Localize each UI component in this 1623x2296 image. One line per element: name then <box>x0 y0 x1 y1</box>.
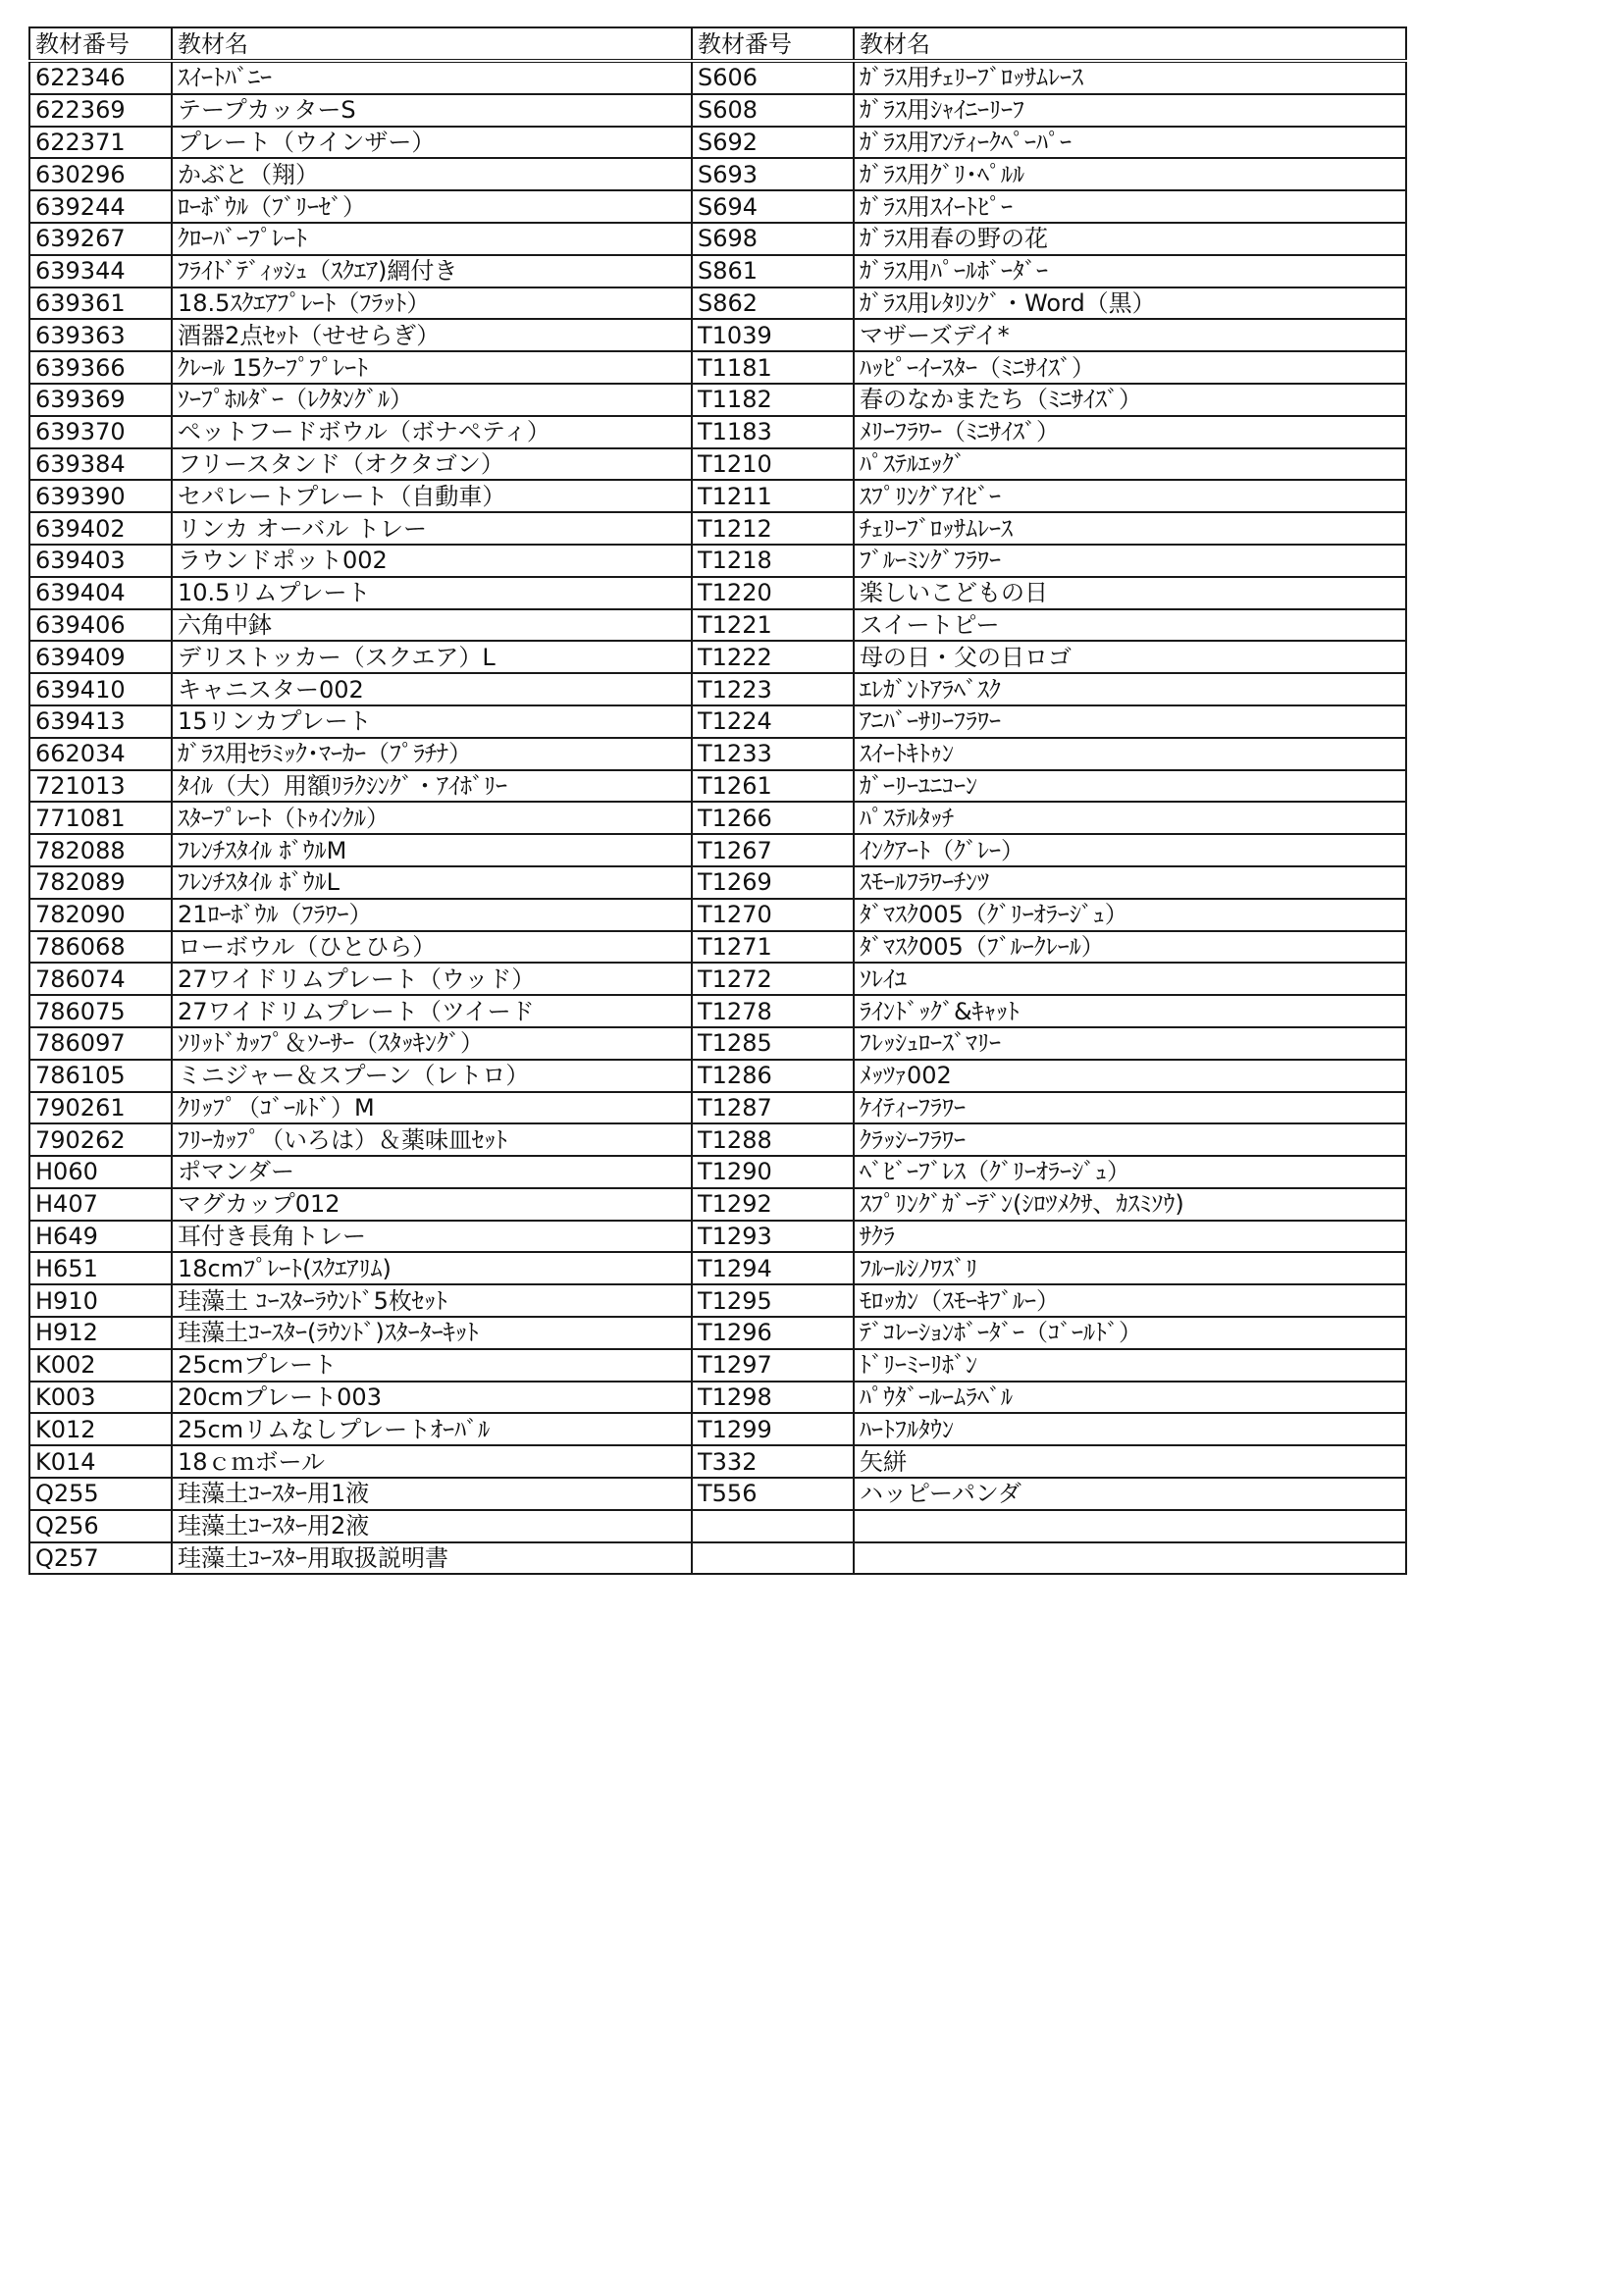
material-number-left-cell: 771081 <box>29 802 172 834</box>
material-name-right-cell: ハッピーパンダ <box>854 1478 1406 1510</box>
material-name-right-cell: ﾃﾞｺﾚｰｼｮﾝﾎﾞｰﾀﾞｰ（ｺﾞｰﾙﾄﾞ） <box>854 1317 1406 1349</box>
material-number-left-cell: K003 <box>29 1382 172 1414</box>
material-name-left-cell: ﾀｲﾙ（大）用額ﾘﾗｸｼﾝｸﾞ・ｱｲﾎﾞﾘｰ <box>172 770 692 803</box>
material-number-left-cell: 721013 <box>29 770 172 803</box>
material-number-right-cell: T1271 <box>692 931 854 964</box>
material-number-left-cell: 790261 <box>29 1092 172 1124</box>
material-number-right-cell: T1299 <box>692 1413 854 1445</box>
material-name-left-cell: 珪藻土ｺｰｽﾀｰ用2液 <box>172 1510 692 1542</box>
material-number-left-cell: 786097 <box>29 1027 172 1060</box>
table-row <box>29 416 1406 448</box>
material-number-left-cell: 639406 <box>29 609 172 642</box>
material-name-left-cell: ｸﾚｰﾙ 15ｸｰﾌﾟﾌﾟﾚｰﾄ <box>172 351 692 384</box>
material-number-right-cell: T1272 <box>692 963 854 995</box>
table-row <box>29 94 1406 127</box>
material-name-left-cell: ﾛｰﾎﾞｳﾙ（ﾌﾞﾘｰｾﾞ） <box>172 190 692 223</box>
table-row <box>29 190 1406 223</box>
material-number-right-cell: T1288 <box>692 1123 854 1156</box>
material-name-right-cell: ｶﾞﾗｽ用ｱﾝﾃｨｰｸﾍﾟｰﾊﾟｰ <box>854 127 1406 159</box>
material-number-left-cell: 639403 <box>29 545 172 577</box>
table-row <box>29 995 1406 1027</box>
material-number-right-cell <box>692 1510 854 1542</box>
material-number-right-cell: T1295 <box>692 1284 854 1317</box>
material-number-right-cell: T1210 <box>692 448 854 481</box>
material-number-right-cell: T1261 <box>692 770 854 803</box>
table-row <box>29 609 1406 642</box>
material-name-right-cell: ｸﾗｯｼｰﾌﾗﾜｰ <box>854 1123 1406 1156</box>
material-number-left-cell: H910 <box>29 1284 172 1317</box>
material-number-left-cell: 786105 <box>29 1060 172 1092</box>
material-number-left-cell: 639390 <box>29 480 172 512</box>
material-number-left-cell: 639370 <box>29 416 172 448</box>
material-number-right-cell: S861 <box>692 255 854 287</box>
table-row <box>29 127 1406 159</box>
material-number-left-cell: 639413 <box>29 705 172 738</box>
material-name-right-cell: ﾒｯﾂｧ002 <box>854 1060 1406 1092</box>
table-row <box>29 384 1406 416</box>
material-name-right-cell: 楽しいこどもの日 <box>854 577 1406 609</box>
material-number-right-cell: T332 <box>692 1445 854 1478</box>
material-name-left-cell: 珪藻土 ｺｰｽﾀｰﾗｳﾝﾄﾞ5枚ｾｯﾄ <box>172 1284 692 1317</box>
material-number-left-cell: 639402 <box>29 512 172 545</box>
table-row <box>29 738 1406 770</box>
material-table <box>28 26 1407 1575</box>
table-row <box>29 834 1406 866</box>
material-name-left-cell: 25cmプレート <box>172 1349 692 1382</box>
table-row <box>29 931 1406 964</box>
material-number-right-cell: T1298 <box>692 1382 854 1414</box>
material-number-left-cell: 662034 <box>29 738 172 770</box>
material-name-left-cell: かぶと（翔） <box>172 158 692 190</box>
material-number-left-cell: 639384 <box>29 448 172 481</box>
table-row <box>29 866 1406 899</box>
material-number-left-cell: 782088 <box>29 834 172 866</box>
material-number-left-cell: 630296 <box>29 158 172 190</box>
material-name-left-cell: ﾌﾗｲﾄﾞﾃﾞｨｯｼｭ（ｽｸｴｱ)網付き <box>172 255 692 287</box>
material-number-left-cell: H912 <box>29 1317 172 1349</box>
material-name-right-cell: ｶﾞﾗｽ用ｽｲｰﾄﾋﾟｰ <box>854 190 1406 223</box>
material-name-left-cell: ペットフードボウル（ボナペティ） <box>172 416 692 448</box>
table-row <box>29 351 1406 384</box>
material-number-left-cell: 782089 <box>29 866 172 899</box>
table-row <box>29 1188 1406 1221</box>
material-name-right-cell <box>854 1542 1406 1575</box>
material-number-left-cell: 622371 <box>29 127 172 159</box>
material-number-right-cell: T1269 <box>692 866 854 899</box>
table-row <box>29 1060 1406 1092</box>
material-name-left-cell: ﾌﾚﾝﾁｽﾀｲﾙ ﾎﾞｳﾙM <box>172 834 692 866</box>
material-name-right-cell: ﾊﾟｽﾃﾙｴｯｸﾞ <box>854 448 1406 481</box>
table-row <box>29 1252 1406 1284</box>
material-number-left-cell: 639404 <box>29 577 172 609</box>
material-name-right-cell: マザーズデイ* <box>854 319 1406 351</box>
material-name-left-cell: ｿｰﾌﾟﾎﾙﾀﾞｰ（ﾚｸﾀﾝｸﾞﾙ） <box>172 384 692 416</box>
material-name-left-cell: ミニジャー＆スプーン（レトロ） <box>172 1060 692 1092</box>
material-name-right-cell <box>854 1510 1406 1542</box>
table-row <box>29 1445 1406 1478</box>
table-row <box>29 963 1406 995</box>
material-number-left-cell: Q255 <box>29 1478 172 1510</box>
material-name-left-cell: ラウンドポット002 <box>172 545 692 577</box>
material-name-right-cell: ｽﾓｰﾙﾌﾗﾜｰﾁﾝﾂ <box>854 866 1406 899</box>
material-number-left-cell: 639363 <box>29 319 172 351</box>
table-row <box>29 1317 1406 1349</box>
material-number-right-cell: T1224 <box>692 705 854 738</box>
header-material-number-left: 教材番号 <box>29 27 172 61</box>
material-number-right-cell: S693 <box>692 158 854 190</box>
material-name-right-cell: ｻｸﾗ <box>854 1221 1406 1253</box>
material-number-right-cell: T1285 <box>692 1027 854 1060</box>
material-name-left-cell: 20cmプレート003 <box>172 1382 692 1414</box>
material-name-right-cell: ｴﾚｶﾞﾝﾄｱﾗﾍﾞｽｸ <box>854 673 1406 705</box>
material-number-right-cell: T1222 <box>692 641 854 673</box>
material-name-left-cell: マグカップ012 <box>172 1188 692 1221</box>
material-name-right-cell: ﾊﾟｳﾀﾞｰﾙｰﾑﾗﾍﾞﾙ <box>854 1382 1406 1414</box>
material-number-right-cell: S608 <box>692 94 854 127</box>
table-row <box>29 448 1406 481</box>
material-number-left-cell: 622346 <box>29 61 172 94</box>
material-name-right-cell: ﾌﾞﾙｰﾐﾝｸﾞﾌﾗﾜｰ <box>854 545 1406 577</box>
material-number-right-cell: S694 <box>692 190 854 223</box>
material-name-right-cell: ｹｲﾃｨｰﾌﾗﾜｰ <box>854 1092 1406 1124</box>
material-name-left-cell: 珪藻土ｺｰｽﾀｰ用1液 <box>172 1478 692 1510</box>
header-material-name-right: 教材名 <box>854 27 1406 61</box>
material-name-right-cell: ｶﾞﾗｽ用ﾊﾟｰﾙﾎﾞｰﾀﾞｰ <box>854 255 1406 287</box>
material-name-right-cell: スイートピー <box>854 609 1406 642</box>
table-row <box>29 1382 1406 1414</box>
header-material-name-left: 教材名 <box>172 27 692 61</box>
table-row <box>29 641 1406 673</box>
material-number-right-cell: T1270 <box>692 899 854 931</box>
table-row <box>29 770 1406 803</box>
material-name-right-cell: ﾊｯﾋﾟｰｲｰｽﾀｰ（ﾐﾆｻｲｽﾞ） <box>854 351 1406 384</box>
material-number-left-cell: H649 <box>29 1221 172 1253</box>
material-number-left-cell: 622369 <box>29 94 172 127</box>
material-name-right-cell: ﾀﾞﾏｽｸ005（ﾌﾞﾙｰｸﾚｰﾙ） <box>854 931 1406 964</box>
material-name-left-cell: ｽﾀｰﾌﾟﾚｰﾄ（ﾄｩｲﾝｸﾙ） <box>172 802 692 834</box>
table-row <box>29 1123 1406 1156</box>
material-name-left-cell: ローボウル（ひとひら） <box>172 931 692 964</box>
material-number-right-cell: T1287 <box>692 1092 854 1124</box>
material-name-left-cell: 耳付き長角トレー <box>172 1221 692 1253</box>
material-name-left-cell: 珪藻土ｺｰｽﾀｰ(ﾗｳﾝﾄﾞ)ｽﾀｰﾀｰｷｯﾄ <box>172 1317 692 1349</box>
table-row <box>29 802 1406 834</box>
material-name-left-cell: 21ﾛｰﾎﾞｳﾙ（ﾌﾗﾜｰ） <box>172 899 692 931</box>
material-name-right-cell: ｿﾚｲﾕ <box>854 963 1406 995</box>
material-number-left-cell: K002 <box>29 1349 172 1382</box>
material-number-left-cell: Q257 <box>29 1542 172 1575</box>
material-number-left-cell: 639244 <box>29 190 172 223</box>
material-name-right-cell: ｶﾞﾗｽ用春の野の花 <box>854 223 1406 255</box>
material-number-left-cell: 639344 <box>29 255 172 287</box>
table-row <box>29 1221 1406 1253</box>
header-material-number-right: 教材番号 <box>692 27 854 61</box>
material-name-right-cell: 春のなかまたち（ﾐﾆｻｲｽﾞ） <box>854 384 1406 416</box>
material-name-left-cell: 15リンカプレート <box>172 705 692 738</box>
table-row <box>29 480 1406 512</box>
material-name-left-cell: ﾌﾘｰｶｯﾌﾟ（いろは）＆薬味皿ｾｯﾄ <box>172 1123 692 1156</box>
table-body <box>29 61 1406 1574</box>
material-name-right-cell: ﾒﾘｰﾌﾗﾜｰ（ﾐﾆｻｲｽﾞ） <box>854 416 1406 448</box>
material-number-left-cell: K014 <box>29 1445 172 1478</box>
material-number-left-cell: 639361 <box>29 287 172 320</box>
material-number-left-cell: 786068 <box>29 931 172 964</box>
material-number-left-cell: Q256 <box>29 1510 172 1542</box>
material-name-left-cell: 18.5ｽｸｴｱﾌﾟﾚｰﾄ（ﾌﾗｯﾄ） <box>172 287 692 320</box>
table-row <box>29 61 1406 94</box>
material-number-right-cell: T1294 <box>692 1252 854 1284</box>
table-row <box>29 705 1406 738</box>
material-name-right-cell: ｶﾞｰﾘｰﾕﾆｺｰﾝ <box>854 770 1406 803</box>
material-name-right-cell: 母の日・父の日ロゴ <box>854 641 1406 673</box>
table-row <box>29 287 1406 320</box>
table-row <box>29 158 1406 190</box>
material-name-right-cell: 矢絣 <box>854 1445 1406 1478</box>
material-name-right-cell: ﾗｲﾝﾄﾞｯｸﾞ&ｷｬｯﾄ <box>854 995 1406 1027</box>
material-name-left-cell: プレート（ウインザー） <box>172 127 692 159</box>
material-name-right-cell: ｽﾌﾟﾘﾝｸﾞｱｲﾋﾞｰ <box>854 480 1406 512</box>
material-number-right-cell: T1212 <box>692 512 854 545</box>
material-number-right-cell: S606 <box>692 61 854 94</box>
material-number-left-cell: 786075 <box>29 995 172 1027</box>
material-name-right-cell: ﾁｪﾘｰﾌﾞﾛｯｻﾑﾚｰｽ <box>854 512 1406 545</box>
material-name-left-cell: 10.5リムプレート <box>172 577 692 609</box>
table-row <box>29 512 1406 545</box>
material-number-right-cell: T1267 <box>692 834 854 866</box>
material-name-left-cell: 27ワイドリムプレート（ウッド） <box>172 963 692 995</box>
material-number-right-cell: T1218 <box>692 545 854 577</box>
material-name-left-cell: 六角中鉢 <box>172 609 692 642</box>
table-row <box>29 577 1406 609</box>
table-row <box>29 545 1406 577</box>
material-name-right-cell: ｽｲｰﾄｷﾄｩﾝ <box>854 738 1406 770</box>
table-row <box>29 255 1406 287</box>
material-name-left-cell: ｽｲｰﾄﾊﾞﾆｰ <box>172 61 692 94</box>
material-number-left-cell: 639410 <box>29 673 172 705</box>
material-number-right-cell: T1296 <box>692 1317 854 1349</box>
material-number-left-cell: 639369 <box>29 384 172 416</box>
table-row <box>29 319 1406 351</box>
material-name-left-cell: 18ｃｍボール <box>172 1445 692 1478</box>
table-row <box>29 1156 1406 1188</box>
material-number-right-cell: T1181 <box>692 351 854 384</box>
material-name-left-cell: テープカッターS <box>172 94 692 127</box>
material-name-left-cell: フリースタンド（オクタゴン） <box>172 448 692 481</box>
material-number-right-cell: T1039 <box>692 319 854 351</box>
material-name-right-cell: ﾊﾟｽﾃﾙﾀｯﾁ <box>854 802 1406 834</box>
material-number-right-cell: S862 <box>692 287 854 320</box>
material-number-right-cell: T1292 <box>692 1188 854 1221</box>
material-name-left-cell: リンカ オーバル トレー <box>172 512 692 545</box>
material-name-right-cell: ﾌﾚｯｼｭﾛｰｽﾞﾏﾘｰ <box>854 1027 1406 1060</box>
table-row <box>29 1027 1406 1060</box>
material-name-left-cell: デリストッカー（スクエア）L <box>172 641 692 673</box>
material-number-right-cell: T556 <box>692 1478 854 1510</box>
material-number-right-cell: T1182 <box>692 384 854 416</box>
material-name-left-cell: ｸﾘｯﾌﾟ（ｺﾞｰﾙﾄﾞ）M <box>172 1092 692 1124</box>
material-name-right-cell: ｶﾞﾗｽ用ｸﾞﾘ･ﾍﾟﾙﾙ <box>854 158 1406 190</box>
material-name-left-cell: 25cmリムなしプレートｵｰﾊﾞﾙ <box>172 1413 692 1445</box>
material-name-left-cell: ｿﾘｯﾄﾞｶｯﾌﾟ＆ｿｰｻｰ（ｽﾀｯｷﾝｸﾞ） <box>172 1027 692 1060</box>
material-number-right-cell: S692 <box>692 127 854 159</box>
material-name-right-cell: ﾀﾞﾏｽｸ005（ｸﾞﾘｰｵﾗｰｼﾞｭ） <box>854 899 1406 931</box>
table-row <box>29 1542 1406 1575</box>
material-name-left-cell: セパレートプレート（自動車） <box>172 480 692 512</box>
material-number-right-cell: T1290 <box>692 1156 854 1188</box>
table-row <box>29 1349 1406 1382</box>
material-number-right-cell: T1233 <box>692 738 854 770</box>
material-number-right-cell: T1223 <box>692 673 854 705</box>
material-number-left-cell: H060 <box>29 1156 172 1188</box>
material-number-left-cell: 639366 <box>29 351 172 384</box>
material-number-left-cell: 786074 <box>29 963 172 995</box>
material-name-right-cell: ﾍﾞﾋﾞｰﾌﾞﾚｽ（ｸﾞﾘｰｵﾗｰｼﾞｭ） <box>854 1156 1406 1188</box>
material-number-left-cell: H407 <box>29 1188 172 1221</box>
material-number-left-cell: K012 <box>29 1413 172 1445</box>
material-name-right-cell: ﾄﾞﾘｰﾐｰﾘﾎﾞﾝ <box>854 1349 1406 1382</box>
material-name-right-cell: ｲﾝｸｱｰﾄ（ｸﾞﾚｰ） <box>854 834 1406 866</box>
material-name-left-cell: ポマンダー <box>172 1156 692 1188</box>
table-row <box>29 1092 1406 1124</box>
material-number-right-cell <box>692 1542 854 1575</box>
table-row <box>29 1510 1406 1542</box>
table-row <box>29 1284 1406 1317</box>
material-name-left-cell: 27ワイドリムプレート（ツイード <box>172 995 692 1027</box>
material-number-left-cell: 782090 <box>29 899 172 931</box>
material-number-left-cell: 639409 <box>29 641 172 673</box>
table-row <box>29 899 1406 931</box>
material-name-left-cell: ｶﾞﾗｽ用ｾﾗﾐｯｸ･ﾏｰｶｰ（ﾌﾟﾗﾁﾅ） <box>172 738 692 770</box>
table-row <box>29 1478 1406 1510</box>
header-row <box>29 27 1406 61</box>
material-name-right-cell: ｱﾆﾊﾞｰｻﾘｰﾌﾗﾜｰ <box>854 705 1406 738</box>
material-number-right-cell: T1221 <box>692 609 854 642</box>
material-name-right-cell: ﾌﾙｰﾙｼﾉﾜｽﾞﾘ <box>854 1252 1406 1284</box>
material-name-left-cell: 18cmﾌﾟﾚｰﾄ(ｽｸｴｱﾘﾑ) <box>172 1252 692 1284</box>
material-number-right-cell: S698 <box>692 223 854 255</box>
material-name-left-cell: 酒器2点ｾｯﾄ（せせらぎ） <box>172 319 692 351</box>
material-name-left-cell: ｸﾛｰﾊﾞｰﾌﾟﾚｰﾄ <box>172 223 692 255</box>
material-name-left-cell: ﾌﾚﾝﾁｽﾀｲﾙ ﾎﾞｳﾙL <box>172 866 692 899</box>
material-number-right-cell: T1297 <box>692 1349 854 1382</box>
material-name-left-cell: 珪藻土ｺｰｽﾀｰ用取扱説明書 <box>172 1542 692 1575</box>
material-number-right-cell: T1266 <box>692 802 854 834</box>
material-name-right-cell: ｽﾌﾟﾘﾝｸﾞｶﾞｰﾃﾞﾝ(ｼﾛﾂﾒｸｻ、ｶｽﾐｿｳ) <box>854 1188 1406 1221</box>
material-number-left-cell: 790262 <box>29 1123 172 1156</box>
material-number-right-cell: T1293 <box>692 1221 854 1253</box>
material-name-right-cell: ｶﾞﾗｽ用ﾁｪﾘｰﾌﾞﾛｯｻﾑﾚｰｽ <box>854 61 1406 94</box>
material-name-right-cell: ｶﾞﾗｽ用ﾚﾀﾘﾝｸﾞ・Word（黒） <box>854 287 1406 320</box>
material-number-left-cell: 639267 <box>29 223 172 255</box>
material-name-right-cell: ﾊｰﾄﾌﾙﾀｳﾝ <box>854 1413 1406 1445</box>
material-number-right-cell: T1220 <box>692 577 854 609</box>
table-row <box>29 1413 1406 1445</box>
material-number-right-cell: T1286 <box>692 1060 854 1092</box>
table-row <box>29 673 1406 705</box>
material-name-left-cell: キャニスター002 <box>172 673 692 705</box>
table-row <box>29 223 1406 255</box>
material-number-left-cell: H651 <box>29 1252 172 1284</box>
material-number-right-cell: T1211 <box>692 480 854 512</box>
material-name-right-cell: ﾓﾛｯｶﾝ（ｽﾓｰｷﾌﾞﾙｰ） <box>854 1284 1406 1317</box>
material-number-right-cell: T1278 <box>692 995 854 1027</box>
material-name-right-cell: ｶﾞﾗｽ用ｼｬｲﾆｰﾘｰﾌ <box>854 94 1406 127</box>
material-number-right-cell: T1183 <box>692 416 854 448</box>
